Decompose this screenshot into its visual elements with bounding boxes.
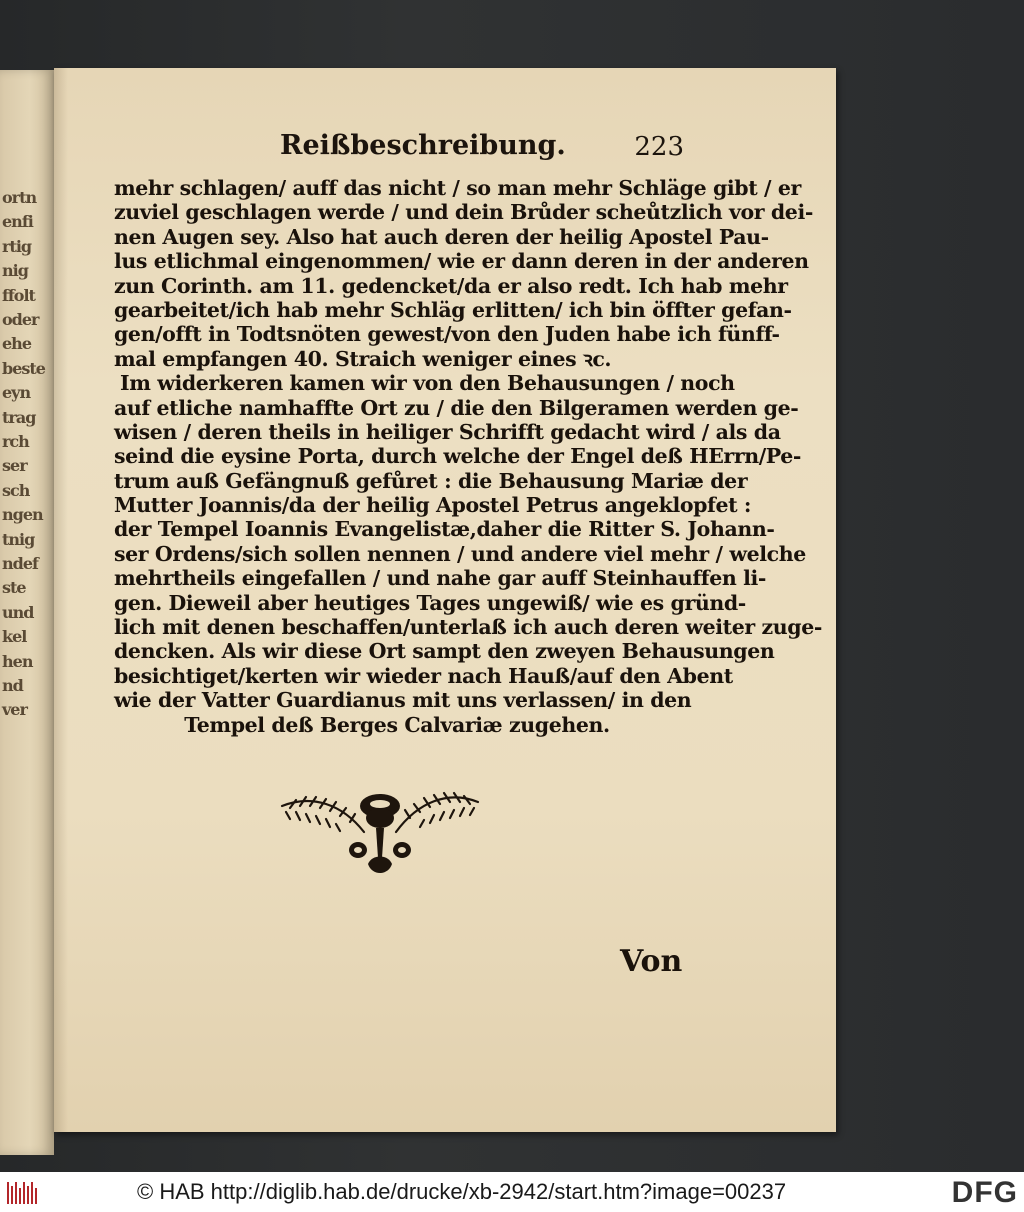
page-header (280, 130, 684, 170)
text-line: gen/offt in Todtsnöten gewest/von den Juden habe ich fünff- (114, 322, 780, 347)
previous-page-text-fragment: ehe (2, 334, 31, 354)
text-line: gearbeitet/ich hab mehr Schläg erlitten/ ich bin öffter gefan- (114, 297, 792, 322)
copyright-link[interactable]: © HAB http://diglib.hab.de/drucke/xb-2942/start.htm?image=00237 (137, 1179, 787, 1204)
body-text (114, 176, 822, 737)
text-line: seind die eysine Porta, durch welche der Engel deß HErrn/Pe- (114, 444, 802, 469)
text-line: Im widerkeren kamen wir von den Behausungen / noch (120, 371, 735, 396)
previous-page-text-fragment: ste (2, 578, 26, 598)
text-line: trum auß Gefängnuß gefůret : die Behausung Mariæ der (114, 468, 748, 493)
previous-page-text-fragment: rch (2, 432, 29, 451)
previous-page-text-fragment: ngen (2, 505, 43, 525)
text-line: lich mit denen beschaffen/unterlaß ich auch deren weiter zuge- (114, 615, 822, 640)
previous-page-text-fragment: nd (2, 676, 23, 695)
previous-page-text-fragment: rtig (2, 236, 32, 256)
text-line: nen Augen sey. Also hat auch deren der heilig Apostel Pau- (114, 224, 769, 249)
text-line: lus etlichmal eingenommen/ wie er dann deren in der anderen (114, 249, 809, 274)
running-title: Reißbeschreibung. (280, 130, 566, 161)
previous-page-text-fragment: tnig (2, 529, 35, 549)
previous-page-text-fragment: oder (2, 310, 39, 329)
text-line: wisen / deren theils in heiliger Schrifft gedacht wird / als da (114, 419, 781, 444)
previous-page-text-fragment: ndef (2, 554, 38, 573)
floral-vignette-ornament (272, 784, 488, 890)
text-line: mehrtheils eingefallen / und nahe gar auff Steinhauffen li- (114, 566, 766, 591)
dfg-logo: DFG (951, 1176, 1018, 1209)
text-line: mehr schlagen/ auff das nicht / so man mehr Schläge gibt / er (114, 176, 801, 200)
previous-page-text-fragment: ffolt (2, 285, 35, 305)
page-number: 223 (634, 132, 684, 162)
previous-page-sliver (0, 70, 54, 1155)
text-line: mal empfangen 40. Straich weniger eines ꝛc. (114, 346, 612, 371)
text-line: gen. Dieweil aber heutiges Tages ungewiß/ wie es gründ- (114, 590, 746, 615)
text-line: Tempel deß Berges Calvariæ zugehen. (184, 712, 610, 737)
text-line: Mutter Joannis/da der heilig Apostel Petrus angeklopfet : (114, 493, 752, 518)
previous-page-text-fragment: ser (2, 456, 27, 476)
previous-page-text-fragment: beste (2, 358, 45, 378)
previous-page-text-fragment: und (2, 602, 34, 622)
text-line: dencken. Als wir diese Ort sampt den zweyen Behausungen (114, 639, 775, 664)
previous-page-text-fragment: ortn (2, 188, 37, 207)
text-line: ser Ordens/sich sollen nennen / und andere viel mehr / welche (114, 541, 806, 566)
text-line: besichtiget/kerten wir wieder nach Hauß/auf den Abent (114, 663, 733, 688)
previous-page-text-fragment: kel (2, 627, 27, 647)
text-line: wie der Vatter Guardianus mit uns verlassen/ in den (114, 688, 692, 713)
previous-page-text-fragment: ver (2, 700, 27, 720)
previous-page-text-fragment: nig (2, 261, 28, 281)
page-gutter-shadow (54, 68, 68, 1132)
footer-bar (0, 1172, 1024, 1212)
previous-page-text-fragment: trag (2, 407, 36, 427)
previous-page-text-fragment: hen (2, 651, 33, 671)
text-line: zun Corinth. am 11. gedencket/da er also redt. Ich hab mehr (114, 273, 788, 298)
catchword: Von (620, 944, 683, 979)
text-line: der Tempel Ioannis Evangelistæ,daher die Ritter S. Johann- (114, 517, 775, 542)
text-line: zuviel geschlagen werde / und dein Brůder scheůtzlich vor dei- (114, 200, 813, 225)
previous-page-text-fragment: enfi (2, 212, 33, 232)
text-line: auf etliche namhaffte Ort zu / die den Bilgeramen werden ge- (114, 395, 799, 420)
previous-page-text-fragment: eyn (2, 383, 31, 403)
previous-page-text-fragment: sch (2, 480, 30, 500)
hab-logo-icon (6, 1180, 40, 1206)
